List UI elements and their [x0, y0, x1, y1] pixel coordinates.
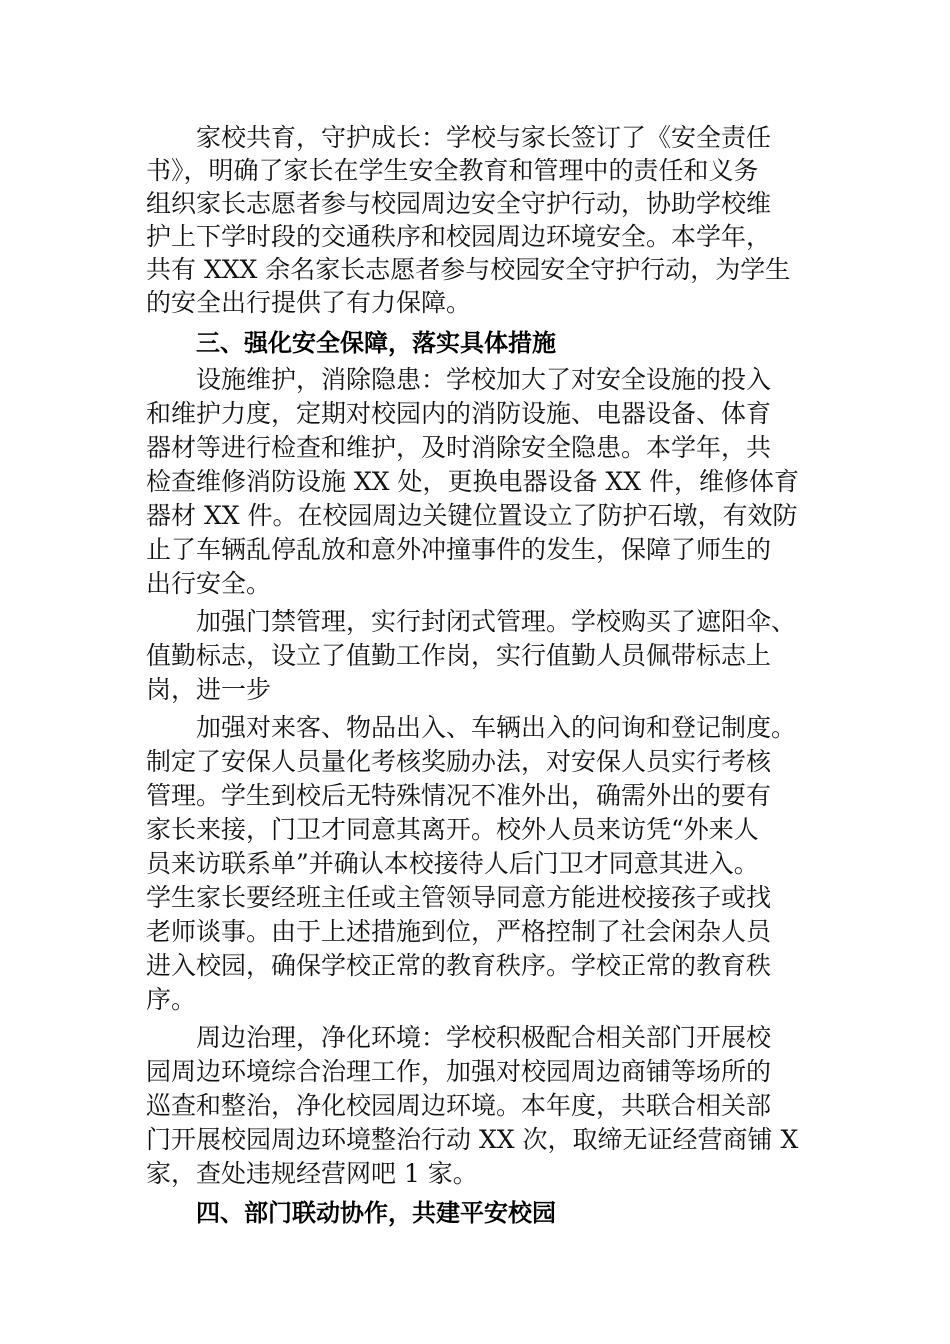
paragraph-line: 和维护力度，定期对校园内的消防设施、电器设备、体育 [146, 399, 772, 428]
paragraph-line: 家校共育，守护成长：学校与家长签订了《安全责任 [196, 123, 772, 152]
paragraph-line: 制定了安保人员量化考核奖励办法，对安保人员实行考核 [146, 747, 772, 776]
section-heading-4: 四、部门联动协作，共建平安校园 [196, 1199, 556, 1227]
paragraph-line: 序。 [146, 985, 197, 1014]
paragraph-line: 家，查处违规经营网吧 1 家。 [146, 1159, 478, 1188]
paragraph-line: 器材 XX 件。在校园周边关键位置设立了防护石墩，有效防 [146, 501, 798, 530]
paragraph-line: 出行安全。 [146, 569, 272, 598]
paragraph-line: 共有 XXX 余名家长志愿者参与校园安全守护行动，为学生 [146, 255, 791, 284]
paragraph-line: 岗，进一步 [146, 675, 272, 704]
paragraph-line: 进入校园，确保学校正常的教育秩序。学校正常的教育秩 [146, 951, 772, 980]
paragraph-line: 值勤标志，设立了值勤工作岗，实行值勤人员佩带标志上 [146, 641, 772, 670]
paragraph-line: 加强对来客、物品出入、车辆出入的问询和登记制度。 [196, 713, 797, 742]
paragraph-line: 设施维护，消除隐患：学校加大了对安全设施的投入 [196, 365, 772, 394]
paragraph-line: 家长来接，门卫才同意其离开。校外人员来访凭“外来人 [146, 815, 759, 844]
paragraph-line: 止了车辆乱停乱放和意外冲撞事件的发生，保障了师生的 [146, 535, 772, 564]
paragraph-line: 检查维修消防设施 XX 处，更换电器设备 XX 件，维修体育 [146, 467, 799, 496]
paragraph-line: 老师谈事。由于上述措施到位，严格控制了社会闲杂人员 [146, 917, 772, 946]
section-heading-3: 三、强化安全保障，落实具体措施 [196, 329, 556, 357]
paragraph-line: 学生家长要经班主任或主管领导同意方能进校接孩子或找 [146, 883, 772, 912]
paragraph-line: 巡查和整治，净化校园周边环境。本年度，共联合相关部 [146, 1091, 772, 1120]
paragraph-line: 门开展校园周边环境整治行动 XX 次，取缔无证经营商铺 X [146, 1125, 799, 1154]
paragraph-line: 加强门禁管理，实行封闭式管理。学校购买了遮阳伞、 [196, 607, 797, 636]
paragraph-line: 护上下学时段的交通秩序和校园周边环境安全。本学年， [146, 222, 772, 251]
paragraph-line: 周边治理，净化环境：学校积极配合相关部门开展校 [196, 1023, 772, 1052]
paragraph-line: 的安全出行提供了有力保障。 [146, 288, 472, 317]
paragraph-line: 管理。学生到校后无特殊情况不准外出，确需外出的要有 [146, 781, 772, 810]
paragraph-line: 书》，明确了家长在学生安全教育和管理中的责任和义务 [146, 156, 759, 185]
paragraph-line: 园周边环境综合治理工作，加强对校园周边商铺等场所的 [146, 1057, 772, 1086]
paragraph-line: 员来访联系单”并确认本校接待人后门卫才同意其进入。 [146, 849, 759, 878]
paragraph-line: 器材等进行检查和维护，及时消除安全隐患。本学年，共 [146, 433, 772, 462]
paragraph-line: 组织家长志愿者参与校园周边安全守护行动，协助学校维 [146, 189, 772, 218]
